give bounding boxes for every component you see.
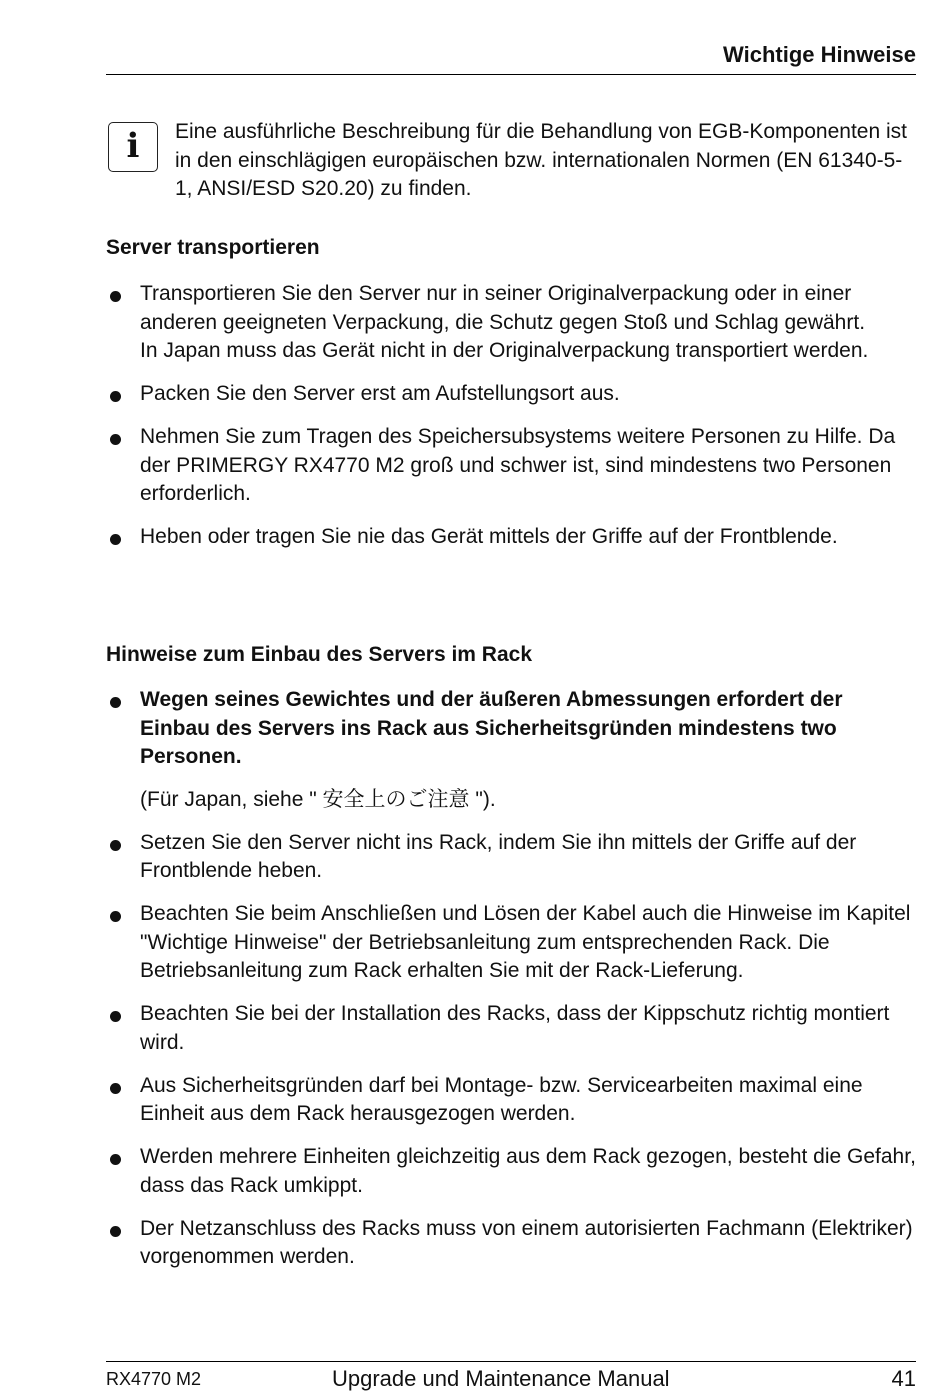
section-heading-rack: Hinweise zum Einbau des Servers im Rack xyxy=(106,643,533,666)
list-item xyxy=(106,1072,918,1129)
list-item xyxy=(106,686,918,814)
list-item-text: Aus Sicherheitsgründen darf bei Montage- bzw. Servicearbeiten maximal eine Einheit aus dem Rack herausgezogen werden. xyxy=(140,1073,863,1125)
list-item xyxy=(106,1000,918,1057)
section-heading-transport: Server transportieren xyxy=(106,236,320,259)
list-item xyxy=(106,900,918,986)
bullet-icon xyxy=(110,534,121,545)
list-item xyxy=(106,523,918,552)
bullet-icon xyxy=(110,434,121,445)
footer-divider xyxy=(106,1361,916,1362)
bullet-icon xyxy=(110,911,121,922)
list-item-text: Wegen seines Gewichtes und der äußeren Abmessungen erfordert der Einbau des Servers ins Rack aus Sicherheitsgründen mindestens two Personen. xyxy=(140,688,843,768)
list-item-text: Der Netzanschluss des Racks muss von einem autorisierten Fachmann (Elektriker) vorgenommen werden. xyxy=(140,1216,913,1268)
list-item-text: Heben oder tragen Sie nie das Gerät mittels der Griffe auf der Frontblende. xyxy=(140,525,838,548)
page-header xyxy=(106,40,916,75)
list-item-text: Packen Sie den Server erst am Aufstellungsort aus. xyxy=(140,382,620,405)
bullet-icon xyxy=(110,291,121,302)
list-item-text: Setzen Sie den Server nicht ins Rack, indem Sie ihn mittels der Griffe auf der Frontblende heben. xyxy=(140,830,857,882)
bullet-icon xyxy=(110,697,121,708)
list-item-text: Werden mehrere Einheiten gleichzeitig aus dem Rack gezogen, besteht die Gefahr, dass das Rack umkippt. xyxy=(140,1145,916,1197)
header-title: Wichtige Hinweise xyxy=(723,42,916,67)
footer-model: RX4770 M2 xyxy=(106,1369,202,1389)
rack-list xyxy=(106,686,918,1286)
list-item-text: Transportieren Sie den Server nur in seiner Originalverpackung oder in einer anderen geeigneten Verpackung, die Schutz gegen Stoß und Schlag gewährt. xyxy=(140,282,866,334)
bullet-icon xyxy=(110,1154,121,1165)
list-item xyxy=(106,423,918,509)
japan-note: (Für Japan, siehe " 安全上のご注意 "). xyxy=(140,787,496,811)
page-number: 41 xyxy=(891,1366,916,1391)
info-note-text: Eine ausführliche Beschreibung für die Behandlung von EGB-Komponenten ist in den einschlägigen europäischen bzw. internationalen Normen (EN 61340-5-1, ANSI/ESD S20.20) zu finden. xyxy=(175,120,907,200)
list-item xyxy=(106,280,918,366)
bullet-icon xyxy=(110,1083,121,1094)
list-item xyxy=(106,1215,918,1272)
bullet-icon xyxy=(110,840,121,851)
list-item-text: Beachten Sie bei der Installation des Racks, dass der Kippschutz richtig montiert wird. xyxy=(140,1002,890,1054)
list-item-text: In Japan muss das Gerät nicht in der Originalverpackung transportiert werden. xyxy=(140,339,869,362)
bullet-icon xyxy=(110,391,121,402)
info-icon: i xyxy=(108,122,158,172)
bullet-icon xyxy=(110,1226,121,1237)
transport-list xyxy=(106,280,918,566)
bullet-icon xyxy=(110,1011,121,1022)
list-item-text: Nehmen Sie zum Tragen des Speichersubsystems weitere Personen zu Hilfe. Da der PRIMERGY RX4770 M2 groß und schwer ist, sind mindestens two Personen erforderlich. xyxy=(140,425,896,505)
list-item xyxy=(106,829,918,886)
list-item xyxy=(106,380,918,409)
list-item xyxy=(106,1143,918,1200)
list-item-text: Beachten Sie beim Anschließen und Lösen der Kabel auch die Hinweise im Kapitel "Wichtige Hinweise" der Betriebsanleitung zum entsprechenden Rack. Die Betriebsanleitung zum Rack erhalten Sie mit der Rack-Lieferung. xyxy=(140,902,911,982)
footer-manual-title: Upgrade und Maintenance Manual xyxy=(332,1366,670,1391)
